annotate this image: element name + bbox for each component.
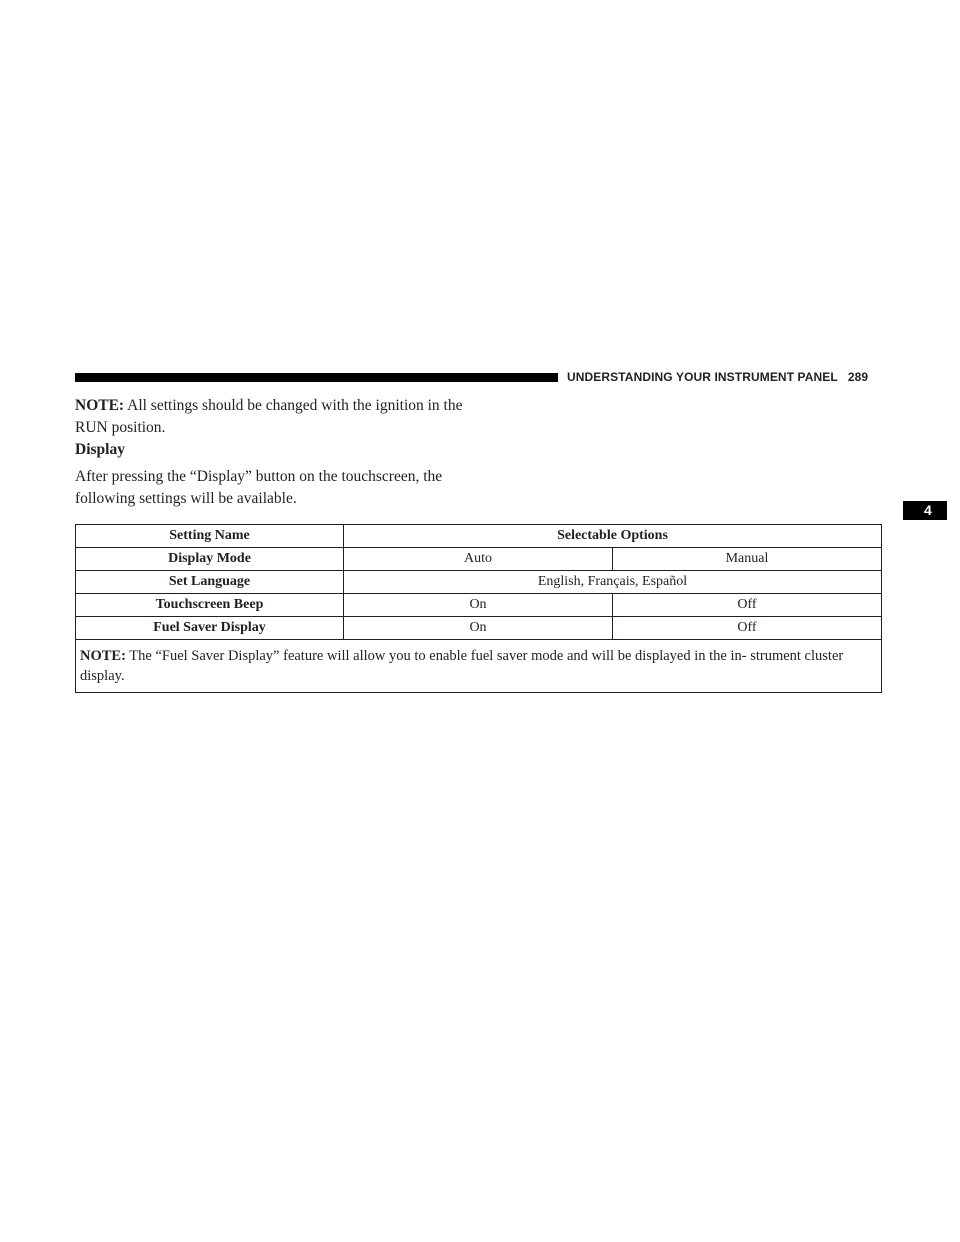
section-body: After pressing the “Display” button on the touchscreen, the following settings will be available. [75, 468, 443, 507]
note-label: NOTE: [80, 648, 126, 664]
note-text: All settings should be changed with the ignition in the RUN position. [75, 397, 463, 436]
setting-name: Fuel Saver Display [76, 617, 344, 640]
option-cell: On [344, 594, 613, 617]
intro-note [75, 395, 495, 439]
setting-name: Set Language [76, 571, 344, 594]
table-row [76, 548, 882, 571]
table-header-row [76, 525, 882, 548]
header-selectable-options: Selectable Options [344, 525, 882, 548]
option-cell: Off [613, 617, 882, 640]
setting-name: Display Mode [76, 548, 344, 571]
table-row [76, 617, 882, 640]
running-header [567, 370, 868, 384]
table-note-row [76, 640, 882, 693]
section-heading: Display [75, 441, 125, 458]
setting-name: Touchscreen Beep [76, 594, 344, 617]
note-text: The “Fuel Saver Display” feature will allow you to enable fuel saver mode and will be displayed in the in- strument cluster display. [80, 648, 844, 684]
section-title: UNDERSTANDING YOUR INSTRUMENT PANEL [567, 370, 838, 384]
option-cell: Off [613, 594, 882, 617]
note-label: NOTE: [75, 397, 125, 414]
option-cell: Manual [613, 548, 882, 571]
page-number: 289 [847, 370, 869, 384]
header-setting-name: Setting Name [76, 525, 344, 548]
option-cell: Auto [344, 548, 613, 571]
option-cell: On [344, 617, 613, 640]
chapter-tab: 4 [903, 501, 947, 520]
option-cell: English, Français, Español [344, 571, 882, 594]
table-row [76, 594, 882, 617]
settings-table [75, 524, 882, 693]
table-row [76, 571, 882, 594]
table-note [76, 640, 882, 693]
header-rule [75, 373, 558, 382]
